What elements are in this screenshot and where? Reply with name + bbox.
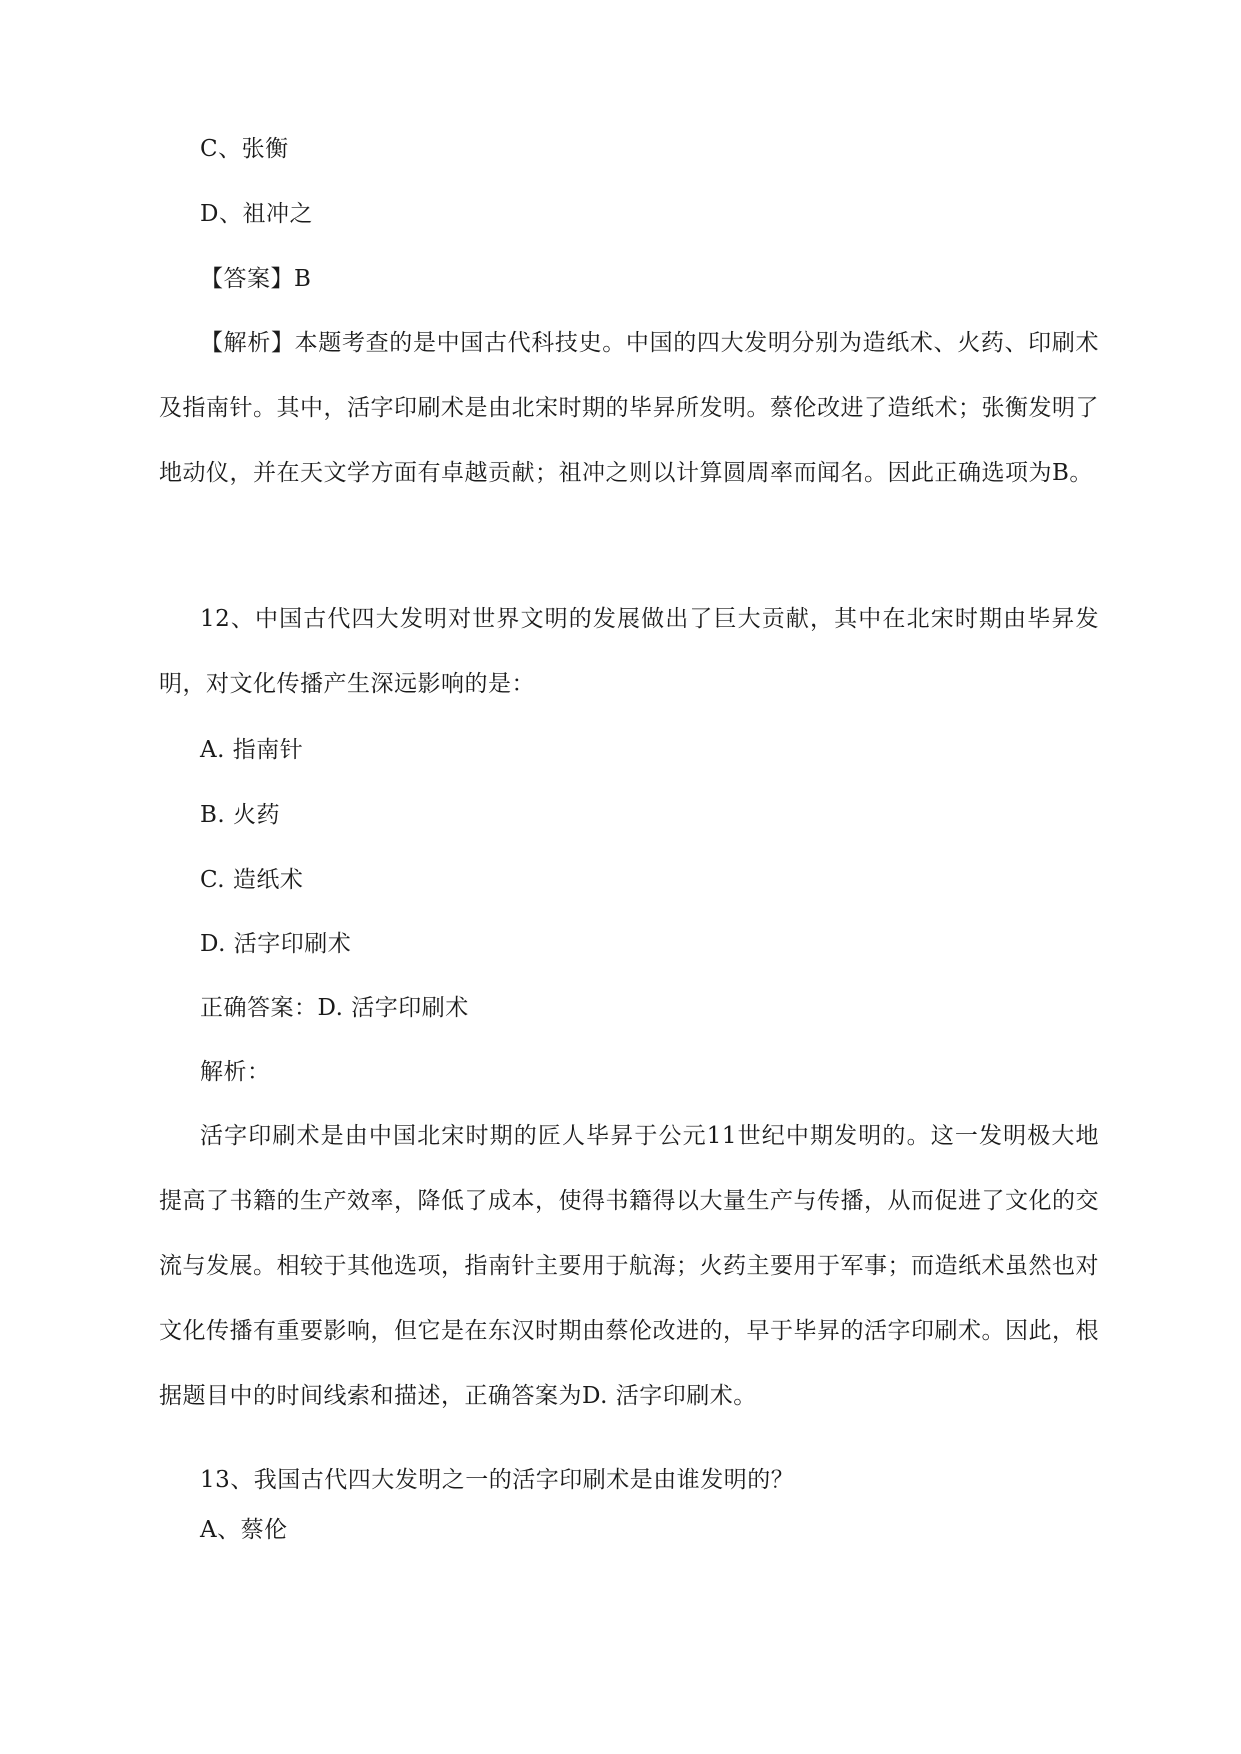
q12-analysis-label: 解析： [200,1059,271,1085]
q12-option-a: A. 指南针 [200,737,304,763]
q12-correct-answer: 正确答案：D. 活字印刷术 [200,995,469,1021]
q11-analysis: 【解析】本题考查的是中国古代科技史。中国的四大发明分别为造纸术、火药、印刷术及指南针。其中，活字印刷术是由北宋时期的毕昇所发明。蔡伦改进了造纸术；张衡发明了地动仪，并在天文学方面有卓越贡献；祖冲之则以计算圆周率而闻名。因此正确选项为B。 [159,330,1099,486]
q13-question: 13、我国古代四大发明之一的活字印刷术是由谁发明的？ [200,1467,795,1493]
q13-option-a: A、蔡伦 [200,1517,288,1543]
q12-option-c: C. 造纸术 [200,867,304,893]
q12-option-d: D. 活字印刷术 [200,931,352,957]
q12-analysis: 活字印刷术是由中国北宋时期的匠人毕昇于公元11世纪中期发明的。这一发明极大地提高了书籍的生产效率，降低了成本，使得书籍得以大量生产与传播，从而促进了文化的交流与发展。相较于其他选项，指南针主要用于航海；火药主要用于军事；而造纸术虽然也对文化传播有重要影响，但它是在东汉时期由蔡伦改进的，早于毕昇的活字印刷术。因此，根据题目中的时间线索和描述，正确答案为D. 活字印刷术。 [159,1123,1099,1409]
q12-option-b: B. 火药 [200,802,281,828]
q12-question: 12、中国古代四大发明对世界文明的发展做出了巨大贡献，其中在北宋时期由毕昇发明，对文化传播产生深远影响的是： [159,606,1099,697]
q11-option-d: D、祖冲之 [200,201,313,227]
q11-answer: 【答案】B [200,266,312,292]
q11-option-c: C、张衡 [200,136,289,162]
